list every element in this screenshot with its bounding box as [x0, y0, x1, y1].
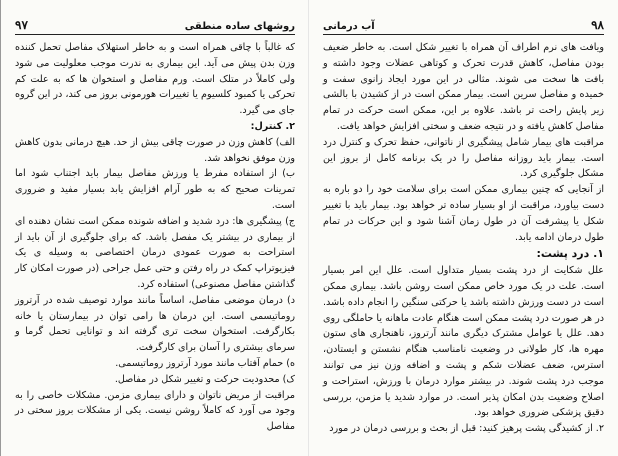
right-page [309, 0, 618, 456]
page-number: ۹۷ [15, 18, 28, 32]
section-heading: ۱. درد پشت: [536, 247, 604, 261]
paragraph: ه) حمام آفتاب مانند مورد آرتروز روماتیسمی. [115, 357, 295, 369]
left-page-body [15, 40, 295, 435]
paragraph: ویافت های نرم اطراف آن همراه با تغییر شکل است. به خاطر ضعیف بودن مفاصل، کاهش قدرت تحرک و کوتاهی عضلات وجود داشته و بافت ها سخت می شوند. مثالی در این مورد ایجاد زانوی سفت و خمیده و مفاصل سرین است. بیمار ممکن است در از کشیدن با بالشی زیر پایش راحت تر باشد. علاوه بر این، ممکن است حرکت در تمام مفاصل کاهش یافته و در نتیجه ضعف و سختی افزایش خواهد یافت. [323, 42, 604, 132]
paragraph: ۲. از کشیدگی پشت پرهیز کنید: قبل از بحث و بررسی درمان در مورد [329, 423, 604, 435]
paragraph: ج) پیشگیری ها: درد شدید و اضافه شونده ممکن است نشان دهنده ای از بیماری در بیشتر یک مفصل باشد. که برای جلوگیری از آن باید از استراحت به صورت عمودی درمان اختصاصی به وسیله ی یک فیزیوتراپ کمک در راه رفتن و حتی عمل جراحی (در صورت امکان کار گذاشتن مفاصل مصنوعی) استفاده کرد. [15, 215, 295, 290]
paragraph: علل شکایت از درد پشت بسیار متداول است. علل این امر بسیار است. علت در یک مورد خاص ممکن است روشن باشد. بیماری ممکن است در دست ورزش داشته باشد یا حرکتی سنگین را انجام داده باشد. در هر صورت درد پشت ممکن است هنگام عادت ماهانه یا حاملگی روی دهد. علل یا عوامل مشترک دیگری مانند آرتروز، ناهنجاری های ستون مهره ها، کار طولانی در وضعیت نامناسب هنگام نشستن و ایستادن، استرس، ضعف عضلات شکم و پشت و اضافه وزن نیز می توانند موجب درد پشت شوند. در بیشتر موارد درمان با ورزش، استراحت و اصلاح وضعیت بدن امکان پذیر است. در موارد شدید یا مزمن، بررسی دقیق پزشکی ضروری خواهد بود. [323, 265, 604, 419]
paragraph: از آنجایی که چنین بیماری ممکن است برای سلامت خود را دو باره به دست بیاورد، مراقبت از او بسیار ساده تر خواهد بود. بیمار باید با تغییر شکل یا پیشرفت آن در طول زمان آشنا شود و این حرکات در تمام طول درمان ادامه یابد. [323, 184, 604, 243]
paragraph: که غالباً با چاقی همراه است و به خاطر استهلاک مفاصل تحمل کننده وزن بدن پیش می آید. این بیماری به ندرت موجب معلولیت می شود ولی کاملاً در متلک است. ورم مفاصل و استخوان ها که به علت کم تحرکی یا کمبود کلسیوم یا تغییرات هورمونی بروز می کند، در این گروه جای می گیرد. [15, 42, 295, 117]
running-head: روشهای ساده منطقی [184, 21, 295, 32]
paragraph: د) درمان موضعی مفاصل، اساساً مانند موارد توصیف شده در آرتروز روماتیسمی است. این درمان ها رامی توان در بیمارستان یا خانه بکارگرفت. استخوان سخت تری گرفته اند و توانایی تحمل گرما و سرمای بیشتری را آسان برای کارگرفت. [15, 294, 295, 354]
page-number: ۹۸ [591, 18, 604, 32]
paragraph: ب) از استفاده مفرط یا ورزش مفاصل بیمار باید اجتناب شود اما تمرینات صحیح که به طور آرام افزایش یابد بسیار مفید و ضروری است. [15, 168, 295, 211]
paragraph: الف) کاهش وزن در صورت چاقی بیش از حد. هیچ درمانی بدون کاهش وزن موفق نخواهد شد. [15, 136, 295, 164]
paragraph: مراقبت از مریض ناتوان و دارای بیماری مزمن. مشکلات خاصی را به وجود می آورد که کاملاً روشن نیست. یکی از مشکلات بروز سختی در مفاصل [15, 389, 295, 433]
paragraph: ک) محدودیت حرکت و تغییر شکل در مفاصل. [114, 373, 295, 385]
running-head: آب درمانی [323, 21, 375, 32]
paragraph: مراقبت های بیمار شامل پیشگیری از ناتوانی، حفظ تحرک و کنترل درد است. بیمار باید روزانه مفاصل را در یک برنامه کامل از بروز این مشکل جلوگیری کرد. [323, 136, 604, 180]
left-page-header [15, 10, 295, 35]
right-page-header [323, 10, 604, 35]
subheading: ۲. کنترل: [250, 120, 295, 132]
right-page-body [323, 40, 604, 437]
